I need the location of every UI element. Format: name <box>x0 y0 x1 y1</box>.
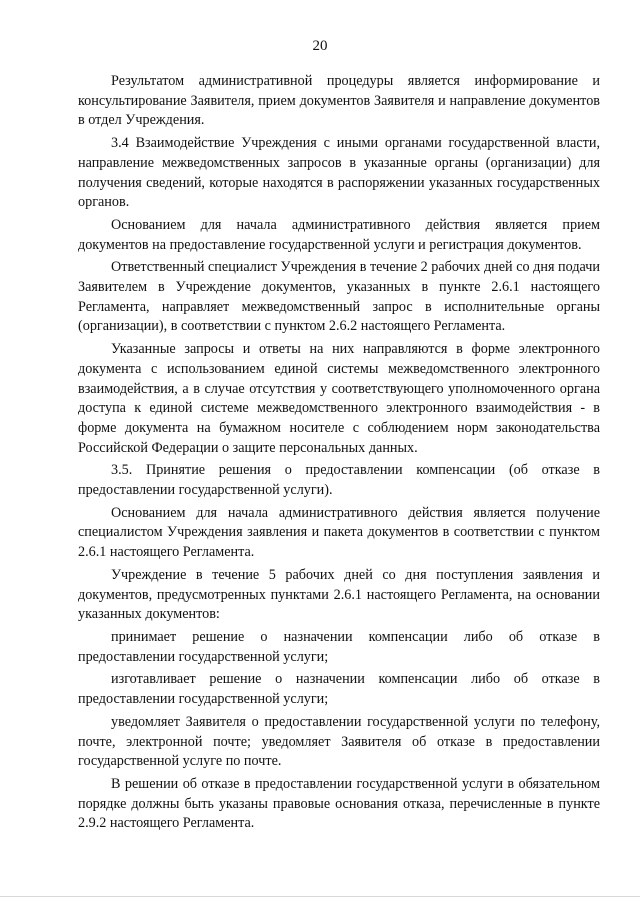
list-item-accepts-decision: принимает решение о назначении компенсации либо об отказе в предоставлении государственной услуги; <box>78 628 600 665</box>
page-bottom-divider <box>0 896 640 897</box>
paragraph-section-3-5: 3.5. Принятие решения о предоставлении компенсации (об отказе в предоставлении государственной услуги). <box>78 462 600 499</box>
page-number: 20 <box>312 38 328 54</box>
paragraph-basis-decision: Основанием для начала административного действия является получение специалистом Учреждения заявления и пакета документов в соответствии с пунктом 2.6.1 настоящего Регламента. <box>78 504 600 561</box>
paragraph-interagency-request: Ответственный специалист Учреждения в течение 2 рабочих дней со дня подачи Заявителем в Учреждение документов, указанных в пункте 2.6.1 настоящего Регламента, направляет межведомственный запрос в исполнительные органы (организации), в соответствии с пунктом 2.6.2 настоящего Регламента. <box>78 259 600 335</box>
document-body <box>78 72 600 837</box>
paragraph-five-days: Учреждение в течение 5 рабочих дней со дня поступления заявления и документов, предусмотренных пунктами 2.6.1 настоящего Регламента, на основании указанных документов: <box>78 566 600 623</box>
list-item-prepares-decision: изготавливает решение о назначении компенсации либо об отказе в предоставлении государственной услуги; <box>78 671 600 708</box>
list-item-notifies: уведомляет Заявителя о предоставлении государственной услуги по телефону, почте, электронной почте; уведомляет Заявителя об отказе в предоставлении государственной услуге по почте. <box>78 713 600 770</box>
paragraph-section-3-4: 3.4 Взаимодействие Учреждения с иными органами государственной власти, направление межведомственных запросов в указанные органы (организации) для получения сведений, которые находятся в распоряжении указанных государственных органов. <box>78 135 600 211</box>
paragraph-basis-reception: Основанием для начала административного действия является прием документов на предоставление государственной услуги и регистрация документов. <box>78 216 600 253</box>
paragraph-result: Результатом административной процедуры является информирование и консультирование Заявителя, прием документов Заявителя и направление документов в отдел Учреждения. <box>78 73 600 129</box>
paragraph-electronic-form: Указанные запросы и ответы на них направляются в форме электронного документа с использованием единой системы межведомственного электронного взаимодействия, а в случае отсутствия у соответствующего уполномоченного органа доступа к единой системе межведомственного электронного взаимодействия - в форме документа на бумажном носителе с соблюдением норм законодательства Российской Федерации о защите персональных данных. <box>78 341 600 456</box>
paragraph-refusal-grounds: В решении об отказе в предоставлении государственной услуги в обязательном порядке должны быть указаны правовые основания отказа, перечисленные в пункте 2.9.2 настоящего Регламента. <box>78 775 600 832</box>
